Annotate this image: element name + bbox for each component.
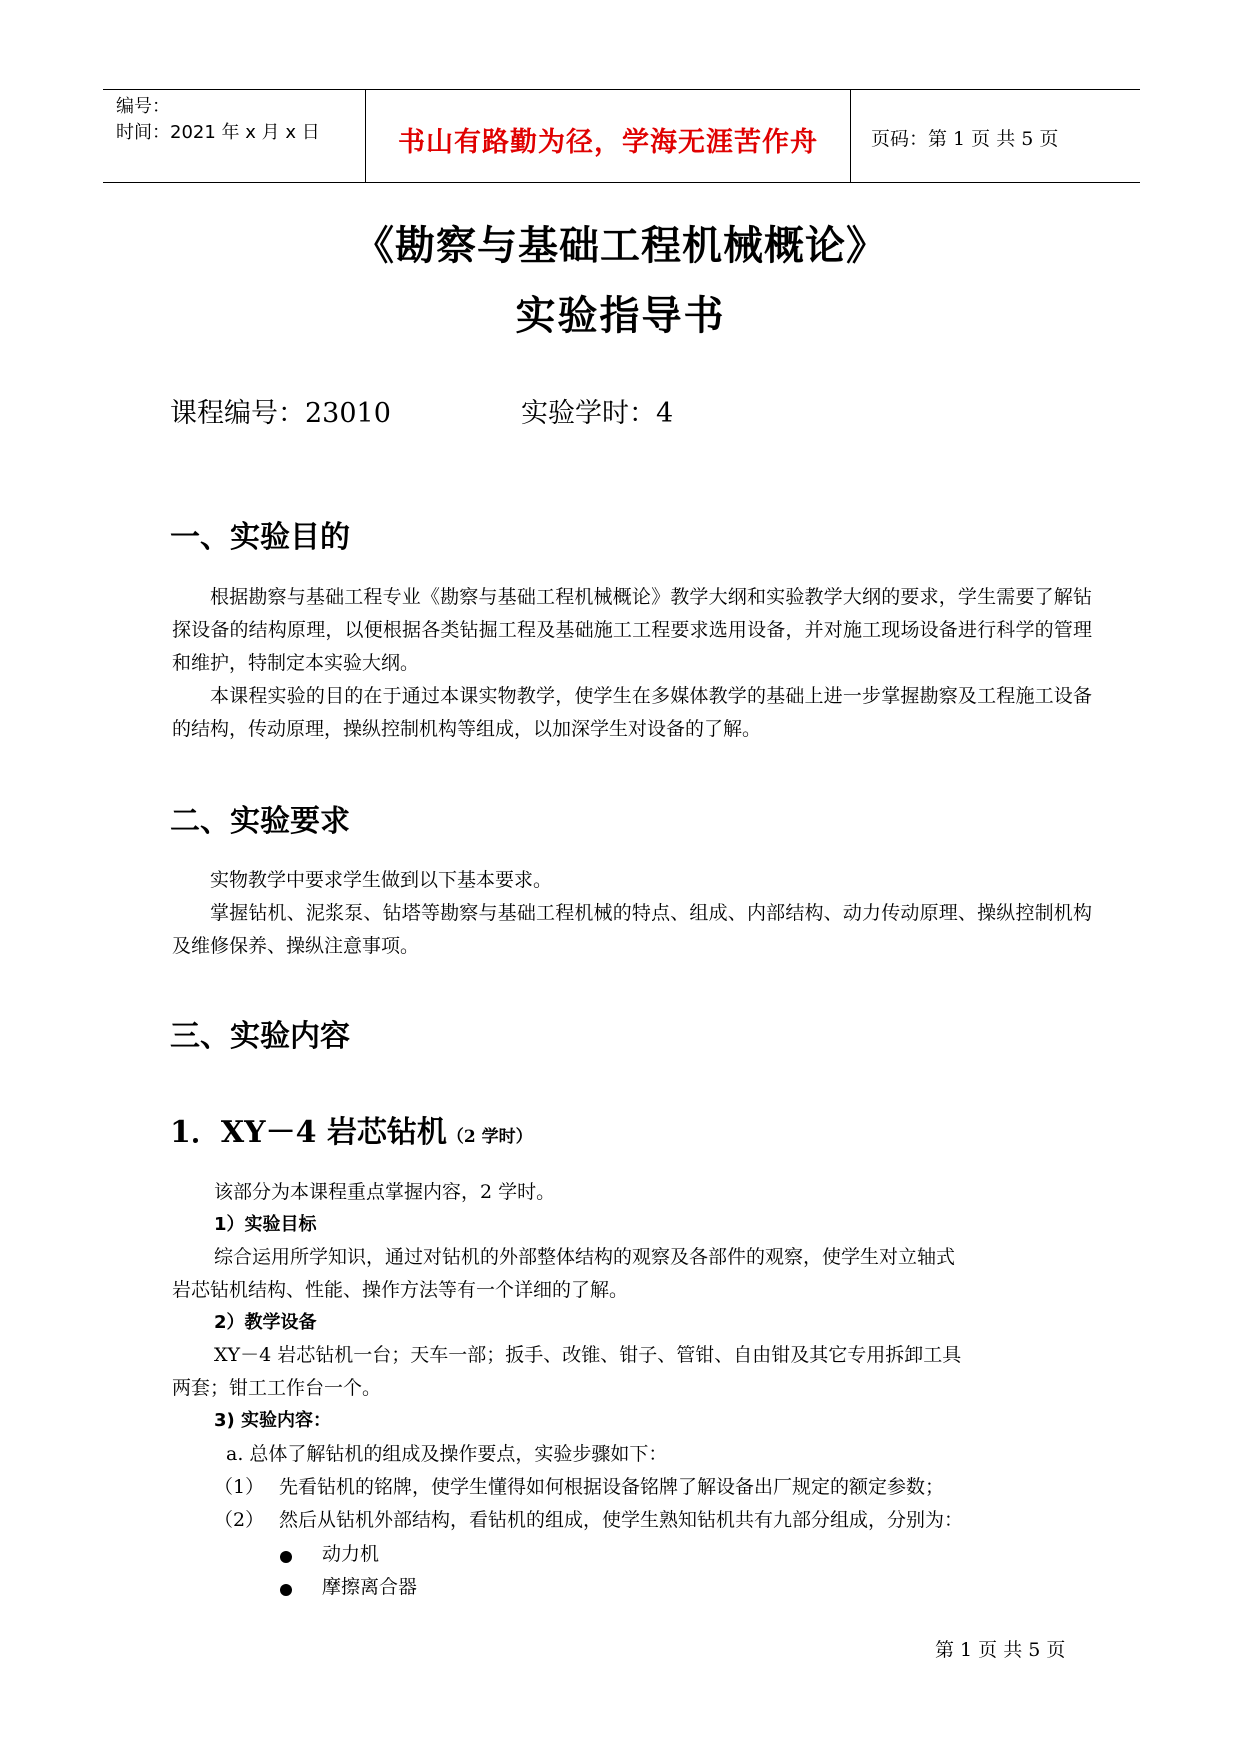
header-motto-cell xyxy=(365,90,851,182)
content-label: 3) 实验内容： xyxy=(214,1410,332,1431)
bullet-dot xyxy=(280,1584,292,1596)
document-subtitle: 实验指导书 xyxy=(515,292,726,339)
header-right-cell xyxy=(851,90,1140,182)
intro-text: 该部分为本课程重点掌握内容，2 学时。 xyxy=(214,1181,556,1203)
paragraph: 掌握钻机、泥浆泵、钻塔等勘察与基础工程机械的特点、组成、内部结构、动力传动原理、操纵控制机构及维修保养、操纵注意事项。 xyxy=(172,902,1092,957)
subsection-heading-drill xyxy=(170,1107,533,1151)
goal-text-line1: 综合运用所学知识，通过对钻机的外部整体结构的观察及各部件的观察，使学生对立轴式 xyxy=(214,1246,956,1268)
list-item: 动力机 xyxy=(322,1543,380,1565)
subsection-hours: （2 学时） xyxy=(446,1127,533,1147)
equipment-text-line2: 两套；钳工工作台一个。 xyxy=(172,1377,382,1399)
paragraph: 本课程实验的目的在于通过本课实物教学，使学生在多媒体教学的基础上进一步掌握勘察及工程施工设备的结构，传动原理，操纵控制机构等组成，以加深学生对设备的了解。 xyxy=(172,685,1092,740)
bullet-dot xyxy=(280,1551,292,1563)
page-header xyxy=(103,89,1140,183)
section-heading-requirements: 二、实验要求 xyxy=(170,804,350,839)
step-1-text: 先看钻机的铭牌，使学生懂得如何根据设备铭牌了解设备出厂规定的额定参数； xyxy=(279,1476,945,1498)
step-2-number: （2） xyxy=(214,1509,265,1531)
doc-number-label: 编号： xyxy=(116,96,170,117)
list-item: 摩擦离合器 xyxy=(322,1576,418,1598)
section-heading-purpose: 一、实验目的 xyxy=(170,520,350,555)
section-heading-content: 三、实验内容 xyxy=(170,1019,350,1054)
course-code: 课程编号：23010 xyxy=(170,398,391,429)
goal-label: 1）实验目标 xyxy=(214,1214,317,1235)
subsection-title: 1．XY－4 岩芯钻机 xyxy=(170,1115,447,1150)
step-2-text: 然后从钻机外部结构，看钻机的组成，使学生熟知钻机共有九部分组成，分别为： xyxy=(279,1509,964,1531)
header-motto: 书山有路勤为径，学海无涯苦作舟 xyxy=(398,127,818,158)
paragraph: 根据勘察与基础工程专业《勘察与基础工程机械概论》教学大纲和实验教学大纲的要求，学生需要了解钻探设备的结构原理，以便根据各类钻掘工程及基础施工工程要求选用设备，并对施工现场设备进行科学的管理和维护，特制定本实验大纲。 xyxy=(172,586,1092,674)
page-footer: 第 1 页 共 5 页 xyxy=(935,1639,1066,1661)
step-a: a. 总体了解钻机的组成及操作要点，实验步骤如下： xyxy=(226,1443,668,1465)
course-hours: 实验学时：4 xyxy=(521,398,674,429)
goal-text-line2: 岩芯钻机结构、性能、操作方法等有一个详细的了解。 xyxy=(172,1279,629,1301)
header-page-info: 页码：第 1 页 共 5 页 xyxy=(871,128,1059,150)
equipment-text-line1: XY－4 岩芯钻机一台；天车一部；扳手、改锥、钳子、管钳、自由钳及其它专用拆卸工具 xyxy=(214,1344,962,1366)
step-1-number: （1） xyxy=(214,1476,265,1498)
paragraph: 实物教学中要求学生做到以下基本要求。 xyxy=(210,869,553,891)
section-requirements-body xyxy=(172,864,1092,963)
equipment-label: 2）教学设备 xyxy=(214,1312,317,1333)
doc-time-label: 时间：2021 年 x 月 x 日 xyxy=(116,122,320,143)
document-title: 《勘察与基础工程机械概论》 xyxy=(354,222,887,269)
header-left-cell xyxy=(103,90,365,182)
section-purpose-body xyxy=(172,581,1092,746)
